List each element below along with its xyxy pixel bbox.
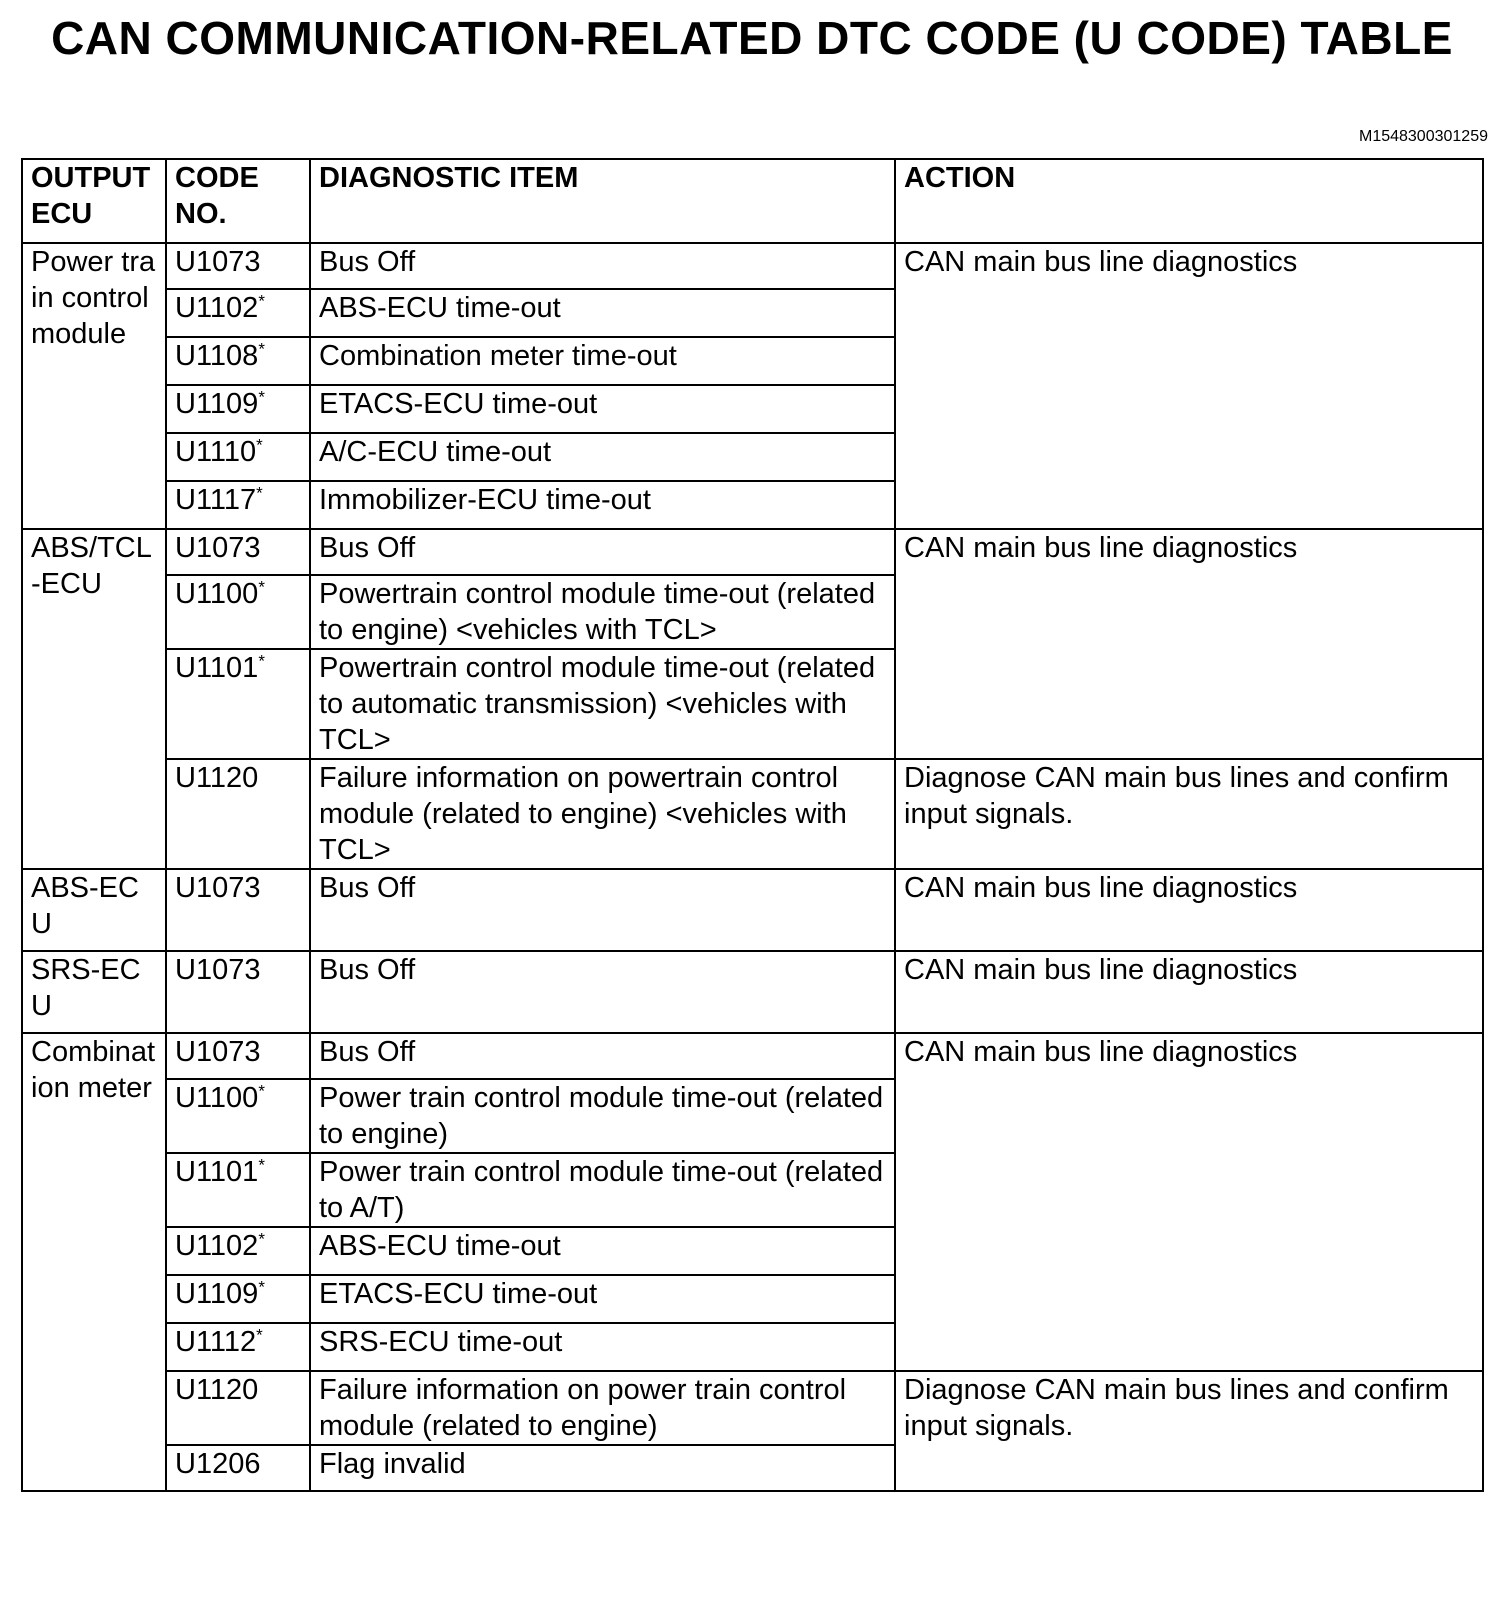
code-cell: U1073 [166,243,310,289]
code-cell: U1108* [166,337,310,385]
diagnostic-item-cell: Immobilizer-ECU time-out [310,481,895,529]
output-ecu-cell: ABS-ECU [22,869,166,951]
output-ecu-cell: Power train control module [22,243,166,529]
code-cell: U1101* [166,1153,310,1227]
code-cell: U1102* [166,289,310,337]
code-cell: U1117* [166,481,310,529]
code-cell: U1120 [166,1371,310,1445]
diagnostic-item-cell: Powertrain control module time-out (related to engine) <vehicles with TCL> [310,575,895,649]
diagnostic-item-cell: ABS-ECU time-out [310,289,895,337]
footnote-mark: * [258,1229,265,1249]
code-cell: U1102* [166,1227,310,1275]
table-row [22,1033,1483,1079]
code-cell: U1112* [166,1323,310,1371]
code-cell: U1073 [166,1033,310,1079]
code-cell: U1073 [166,951,310,1033]
action-cell: CAN main bus line diagnostics [895,869,1483,951]
code-cell: U1100* [166,1079,310,1153]
diagnostic-item-cell: Bus Off [310,529,895,575]
action-cell: Diagnose CAN main bus lines and confirm input signals. [895,1371,1483,1491]
table-row [22,243,1483,289]
table-row [22,1371,1483,1445]
code-cell: U1101* [166,649,310,759]
action-cell: CAN main bus line diagnostics [895,243,1483,529]
footnote-mark: * [256,435,263,455]
code-cell: U1109* [166,385,310,433]
diagnostic-item-cell: Bus Off [310,1033,895,1079]
diagnostic-item-cell: A/C-ECU time-out [310,433,895,481]
footnote-mark: * [258,1277,265,1297]
document-id: M1548300301259 [1358,128,1488,145]
table-row [22,529,1483,575]
footnote-mark: * [256,483,263,503]
footnote-mark: * [258,291,265,311]
table-row [22,759,1483,869]
output-ecu-cell: ABS/TCL-ECU [22,529,166,869]
header-row [22,159,1483,243]
diagnostic-item-cell: ETACS-ECU time-out [310,1275,895,1323]
action-cell: Diagnose CAN main bus lines and confirm input signals. [895,759,1483,869]
code-cell: U1073 [166,869,310,951]
diagnostic-item-cell: Bus Off [310,951,895,1033]
code-cell: U1100* [166,575,310,649]
footnote-mark: * [258,577,265,597]
action-cell: CAN main bus line diagnostics [895,951,1483,1033]
diagnostic-item-cell: ETACS-ECU time-out [310,385,895,433]
header-action: ACTION [895,159,1483,243]
header-diagnostic-item: DIAGNOSTIC ITEM [310,159,895,243]
diagnostic-item-cell: Bus Off [310,869,895,951]
diagnostic-item-cell: Flag invalid [310,1445,895,1491]
header-code-no: CODE NO. [166,159,310,243]
code-cell: U1109* [166,1275,310,1323]
code-cell: U1120 [166,759,310,869]
diagnostic-item-cell: ABS-ECU time-out [310,1227,895,1275]
code-cell: U1073 [166,529,310,575]
diagnostic-item-cell: Combination meter time-out [310,337,895,385]
output-ecu-cell: Combination meter [22,1033,166,1491]
footnote-mark: * [256,1325,263,1345]
footnote-mark: * [258,387,265,407]
footnote-mark: * [258,1155,265,1175]
footnote-mark: * [258,1081,265,1101]
diagnostic-item-cell: Powertrain control module time-out (related to automatic transmission) <vehicles with TCL> [310,649,895,759]
diagnostic-item-cell: Failure information on powertrain control module (related to engine) <vehicles with TCL> [310,759,895,869]
footnote-mark: * [258,339,265,359]
footnote-mark: * [258,651,265,671]
output-ecu-cell: SRS-ECU [22,951,166,1033]
diagnostic-item-cell: Power train control module time-out (related to A/T) [310,1153,895,1227]
action-cell: CAN main bus line diagnostics [895,1033,1483,1371]
diagnostic-item-cell: SRS-ECU time-out [310,1323,895,1371]
code-cell: U1206 [166,1445,310,1491]
diagnostic-item-cell: Bus Off [310,243,895,289]
action-cell: CAN main bus line diagnostics [895,529,1483,759]
page-title: CAN COMMUNICATION-RELATED DTC CODE (U CODE) TABLE [51,12,1453,64]
table-row [22,951,1483,1033]
diagnostic-item-cell: Power train control module time-out (related to engine) [310,1079,895,1153]
code-cell: U1110* [166,433,310,481]
diagnostic-item-cell: Failure information on power train control module (related to engine) [310,1371,895,1445]
table-row [22,869,1483,951]
dtc-table [21,158,1484,1492]
header-output-ecu: OUTPUT ECU [22,159,166,243]
